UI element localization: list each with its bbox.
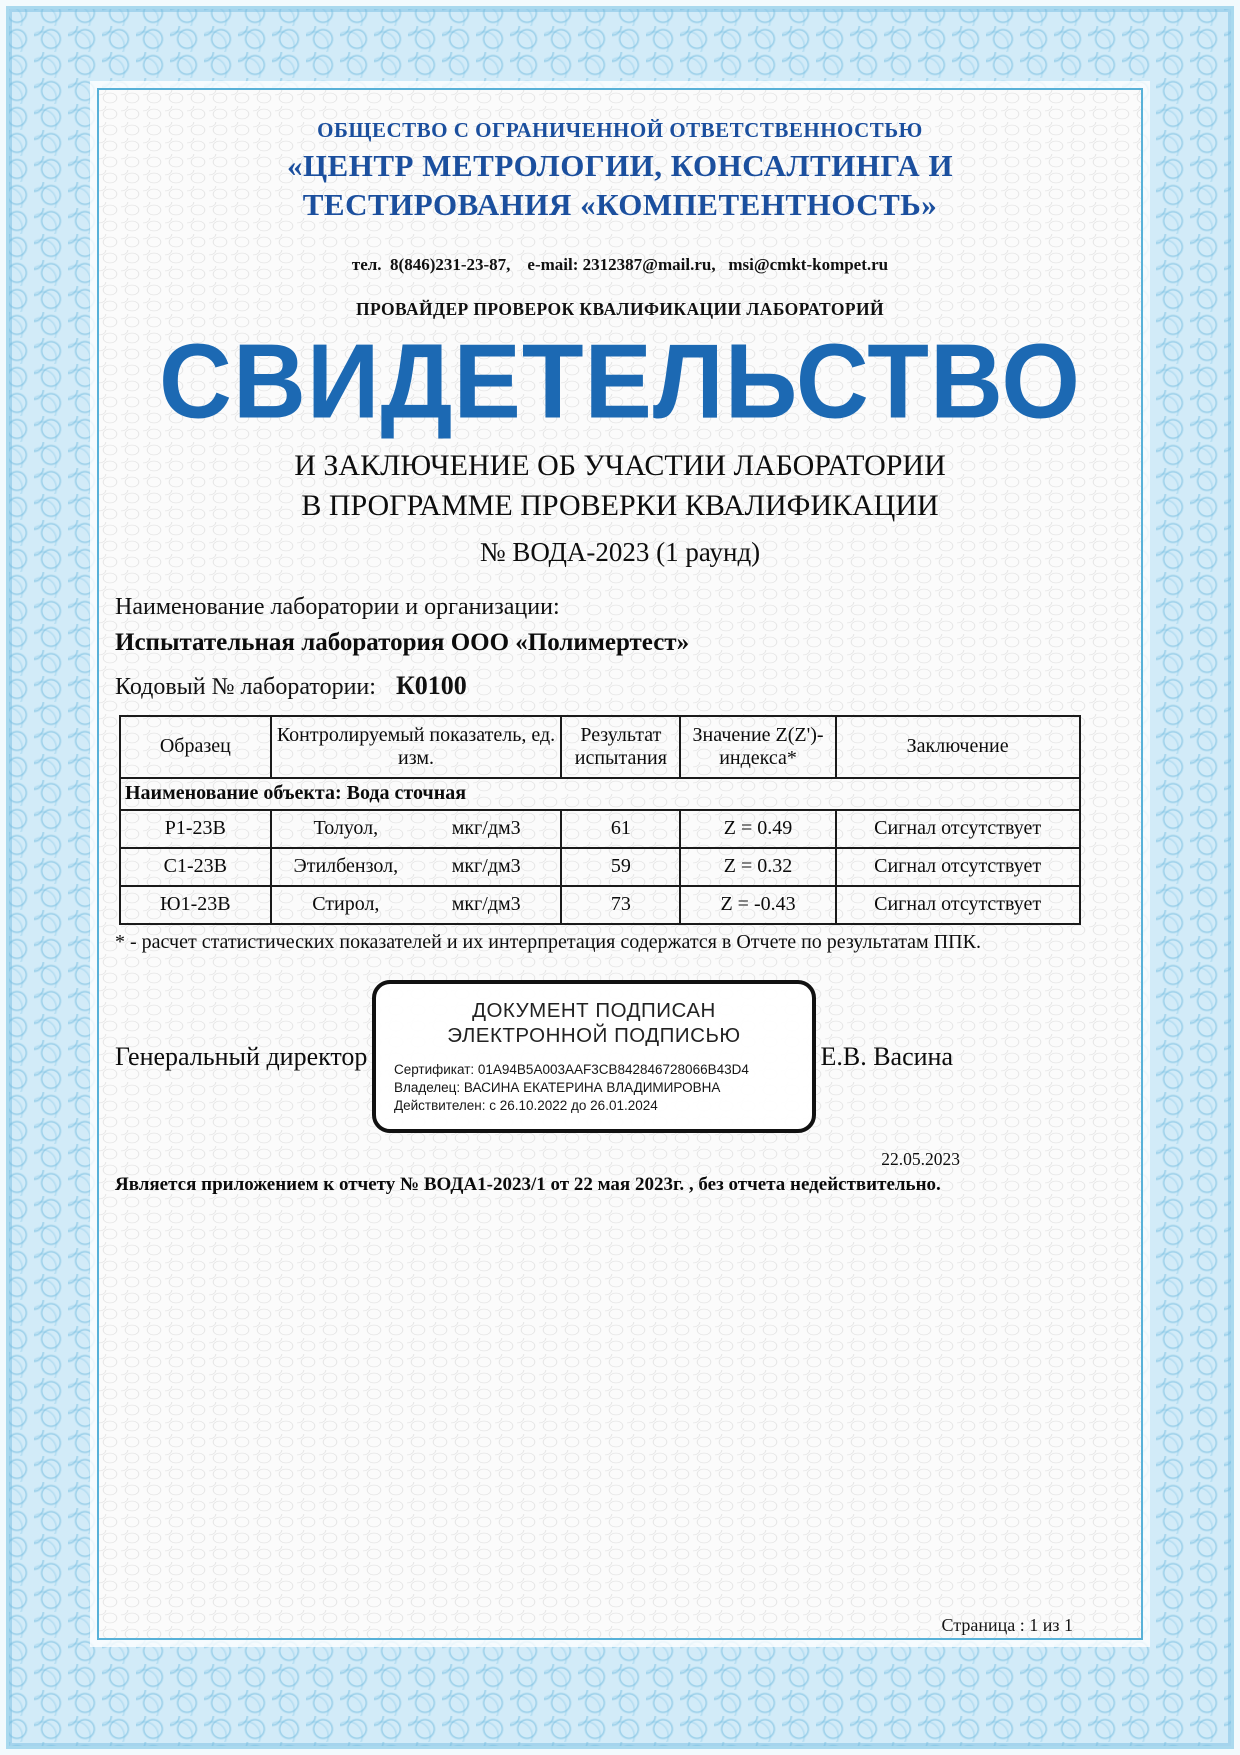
results-table xyxy=(119,715,1081,925)
subtitle-line2: В ПРОГРАММЕ ПРОВЕРКИ КВАЛИФИКАЦИИ xyxy=(301,489,939,523)
cell-z-index: Z = -0.43 xyxy=(680,886,835,924)
certificate-sheet xyxy=(97,88,1143,1640)
table-row xyxy=(120,886,1080,924)
stamp-details xyxy=(394,1061,794,1116)
lab-code-value: К0100 xyxy=(395,670,467,700)
cell-sample: С1-23В xyxy=(120,848,271,886)
table-row xyxy=(120,848,1080,886)
indicator-unit: мкг/дм3 xyxy=(451,855,521,878)
lab-code-label: Кодовый № лаборатории: xyxy=(115,673,376,700)
header-conclusion: Заключение xyxy=(836,716,1080,778)
signer-name: Е.В. Васина xyxy=(820,1041,953,1071)
page-indicator: Страница : 1 из 1 xyxy=(941,1615,1073,1635)
stamp-validity: Действителен: с 26.10.2022 до 26.01.2024 xyxy=(393,1098,658,1114)
table-header-row xyxy=(120,716,1080,778)
cell-result: 73 xyxy=(561,886,680,924)
stamp-title-line2: ЭЛЕКТРОННОЙ ПОДПИСЬЮ xyxy=(447,1024,741,1048)
lab-code-line xyxy=(115,671,1125,701)
cell-result: 61 xyxy=(561,810,680,848)
indicator-unit: мкг/дм3 xyxy=(451,893,521,916)
header-sample: Образец xyxy=(120,716,271,778)
stamp-title xyxy=(394,998,794,1049)
section-title: Наименование объекта: Вода сточная xyxy=(120,778,1080,810)
subtitle-line1: И ЗАКЛЮЧЕНИЕ ОБ УЧАСТИИ ЛАБОРАТОРИИ xyxy=(294,448,946,482)
lab-name-label: Наименование лаборатории и организации: xyxy=(115,593,560,620)
cell-conclusion: Сигнал отсутствует xyxy=(836,848,1080,886)
signature-row xyxy=(115,980,1125,1134)
organization-name-line1: «ЦЕНТР МЕТРОЛОГИИ, КОНСАЛТИНГА И xyxy=(286,148,954,183)
cell-conclusion: Сигнал отсутствует xyxy=(836,810,1080,848)
section-row xyxy=(120,778,1080,810)
cell-conclusion: Сигнал отсутствует xyxy=(836,886,1080,924)
document-date: 22.05.2023 xyxy=(881,1149,960,1170)
indicator-name: Толуол, xyxy=(313,817,379,840)
appendix-note: Является приложением к отчету № ВОДА1-2023/1 от 22 мая 2023г. , без отчета недействительно. xyxy=(115,1174,941,1196)
cell-z-index: Z = 0.32 xyxy=(680,848,835,886)
stamp-certificate: Сертификат: 01A94B5A003AAF3CB842846728066B43D4 xyxy=(393,1061,749,1077)
table-row xyxy=(120,810,1080,848)
cell-indicator xyxy=(271,886,562,924)
organization-type: ОБЩЕСТВО С ОГРАНИЧЕННОЙ ОТВЕТСТВЕННОСТЬЮ xyxy=(317,118,923,142)
indicator-unit: мкг/дм3 xyxy=(451,817,521,840)
indicator-name: Этилбензол, xyxy=(293,855,399,878)
cell-result: 59 xyxy=(561,848,680,886)
header-z-index: Значение Z(Z')-индекса* xyxy=(680,716,835,778)
header-result: Результат испытания xyxy=(561,716,680,778)
cell-indicator xyxy=(271,810,562,848)
cell-sample: Ю1-23В xyxy=(120,886,271,924)
director-title: Генеральный директор xyxy=(115,1041,368,1071)
indicator-name: Стирол, xyxy=(312,893,380,916)
header-indicator: Контролируемый показатель, ед. изм. xyxy=(271,716,562,778)
cell-indicator xyxy=(271,848,562,886)
stamp-owner: Владелец: ВАСИНА ЕКАТЕРИНА ВЛАДИМИРОВНА xyxy=(393,1080,721,1096)
certificate-title: СВИДЕТЕЛЬСТВО xyxy=(159,322,1081,440)
certificate-subtitle xyxy=(115,446,1125,527)
lab-name-value: Испытательная лаборатория ООО «Полимертест» xyxy=(115,628,690,656)
cell-sample: Р1-23В xyxy=(120,810,271,848)
statistics-footnote: * - расчет статистических показателей и их интерпретация содержатся в Отчете по результатам ППК. xyxy=(115,930,981,953)
cell-z-index: Z = 0.49 xyxy=(680,810,835,848)
organization-name xyxy=(115,147,1125,225)
digital-signature-stamp xyxy=(372,980,816,1134)
stamp-title-line1: ДОКУМЕНТ ПОДПИСАН xyxy=(472,998,716,1022)
organization-name-line2: ТЕСТИРОВАНИЯ «КОМПЕТЕНТНОСТЬ» xyxy=(302,186,938,222)
contacts-line: тел. 8(846)231-23-87, e-mail: 2312387@mail.ru, msi@cmkt-kompet.ru xyxy=(351,254,889,274)
program-number: № ВОДА-2023 (1 раунд) xyxy=(479,536,761,567)
provider-line: ПРОВАЙДЕР ПРОВЕРОК КВАЛИФИКАЦИИ ЛАБОРАТОРИЙ xyxy=(355,298,884,319)
